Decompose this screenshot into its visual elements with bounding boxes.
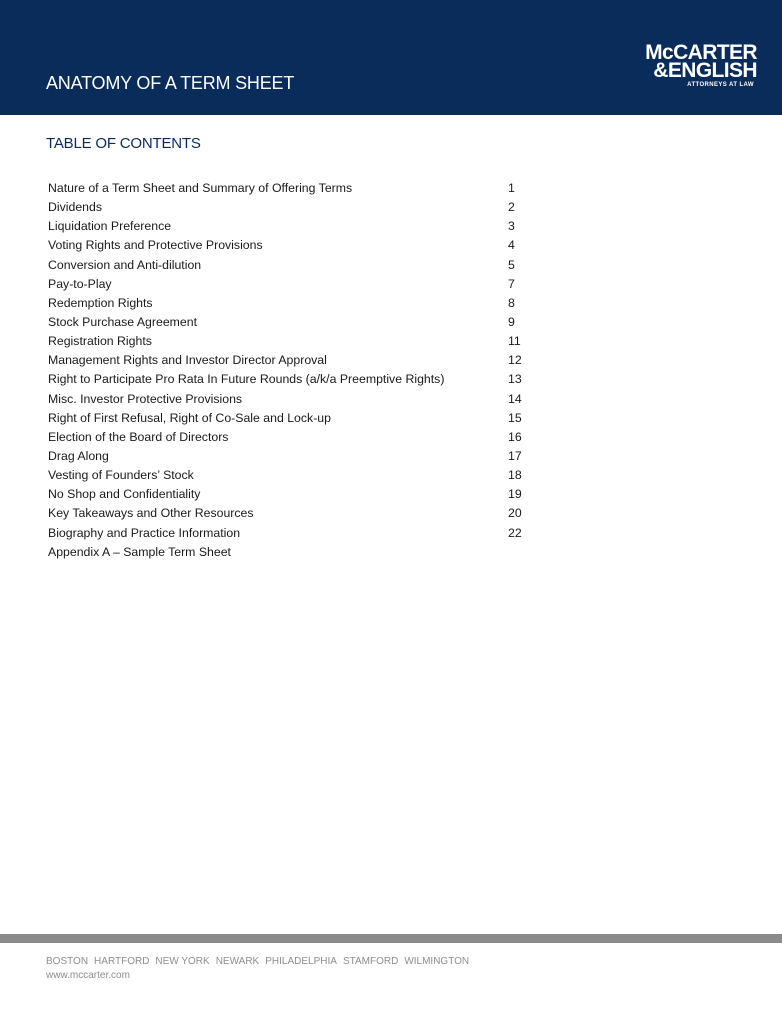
toc-entry-title: Management Rights and Investor Director Approval — [48, 353, 327, 368]
toc-entry-page: 22 — [508, 525, 522, 540]
logo-line-2: &ENGLISH — [653, 59, 757, 82]
toc-entry[interactable] — [48, 526, 528, 545]
office-location: WILMINGTON — [404, 956, 470, 967]
toc-entry[interactable] — [48, 372, 528, 391]
toc-entry[interactable] — [48, 200, 528, 219]
toc-entry-title: Registration Rights — [48, 334, 152, 349]
office-location: NEWARK — [215, 956, 260, 967]
toc-entry-title: Liquidation Preference — [48, 219, 172, 234]
toc-entry[interactable] — [48, 411, 528, 430]
toc-entry[interactable] — [48, 430, 528, 449]
toc-entry-title: Vesting of Founders’ Stock — [48, 468, 194, 483]
toc-entry[interactable] — [48, 487, 528, 506]
toc-entry-title: Redemption Rights — [48, 295, 153, 310]
toc-entry-title: Dividends — [48, 200, 102, 215]
toc-entry-title: Election of the Board of Directors — [48, 429, 229, 444]
toc-entry-page: 9 — [508, 314, 515, 329]
toc-entry-title: Key Takeaways and Other Resources — [48, 506, 254, 521]
office-location: STAMFORD — [342, 956, 399, 967]
toc-entry[interactable] — [48, 334, 528, 353]
toc-entry[interactable] — [48, 506, 528, 525]
toc-entry[interactable] — [48, 392, 528, 411]
toc-entry-title: Appendix A – Sample Term Sheet — [48, 544, 231, 559]
toc-entry-title: Biography and Practice Information — [48, 525, 241, 540]
toc-entry[interactable] — [48, 238, 528, 257]
toc-entry-page: 7 — [508, 276, 515, 291]
toc-entry-title: Right to Participate Pro Rata In Future Rounds (a/k/a Preemptive Rights) — [48, 372, 445, 387]
toc-heading: TABLE OF CONTENTS — [46, 135, 201, 152]
toc-entry-page: 16 — [508, 429, 522, 444]
toc-entry[interactable] — [48, 258, 528, 277]
toc-entry-page: 1 — [508, 181, 515, 195]
toc-entry-page: 14 — [508, 391, 522, 406]
toc-entry-page: 15 — [508, 410, 522, 425]
website-link[interactable]: www.mccarter.com — [46, 970, 130, 981]
toc-entry-title: Conversion and Anti-dilution — [48, 257, 202, 272]
toc-entry-title: Misc. Investor Protective Provisions — [48, 391, 243, 406]
office-location: NEW YORK — [155, 956, 210, 967]
toc-entry-title: Voting Rights and Protective Provisions — [48, 238, 263, 253]
toc-entry-title: No Shop and Confidentiality — [48, 487, 201, 502]
header-banner — [0, 0, 782, 115]
toc-entry-page: 8 — [508, 295, 515, 310]
toc-entry-page: 17 — [508, 448, 522, 463]
toc-entry-title: Nature of a Term Sheet and Summary of Offering Terms — [48, 181, 353, 195]
toc-entry[interactable] — [48, 181, 528, 200]
toc-entry-title: Stock Purchase Agreement — [48, 314, 198, 329]
toc-entry-title: Drag Along — [48, 448, 109, 463]
toc-entry[interactable] — [48, 277, 528, 296]
toc-entry-title: Right of First Refusal, Right of Co-Sale and Lock-up — [48, 410, 331, 425]
toc-entry-page: 13 — [508, 372, 522, 387]
logo-tagline: ATTORNEYS AT LAW — [687, 82, 754, 88]
toc-entry-title: Pay-to-Play — [48, 276, 112, 291]
footer-bar — [0, 934, 782, 943]
toc-entry-page: 2 — [508, 200, 515, 215]
toc-entry[interactable] — [48, 545, 528, 564]
toc-entry-page: 4 — [508, 238, 515, 253]
toc-entry[interactable] — [48, 219, 528, 238]
logo-line-1: McCARTER — [645, 41, 757, 64]
toc-entry-page: 11 — [508, 334, 521, 349]
toc-entry-page: 5 — [508, 257, 515, 272]
toc-entry-page: 3 — [508, 219, 515, 234]
toc-entry-page: 19 — [508, 487, 522, 502]
office-location: BOSTON — [46, 956, 89, 967]
document-title: ANATOMY OF A TERM SHEET — [46, 73, 295, 93]
toc-entry-page: 20 — [508, 506, 522, 521]
toc-entry[interactable] — [48, 468, 528, 487]
toc-entry-page: 18 — [508, 468, 522, 483]
office-location: PHILADELPHIA — [265, 956, 337, 967]
toc-entry[interactable] — [48, 296, 528, 315]
toc-entry-page: 12 — [508, 353, 522, 368]
office-locations — [46, 956, 475, 967]
office-location: HARTFORD — [94, 956, 150, 967]
toc-entry[interactable] — [48, 353, 528, 372]
toc-entry[interactable] — [48, 315, 528, 334]
toc-list — [48, 181, 528, 564]
firm-logo — [636, 41, 760, 88]
toc-entry[interactable] — [48, 449, 528, 468]
